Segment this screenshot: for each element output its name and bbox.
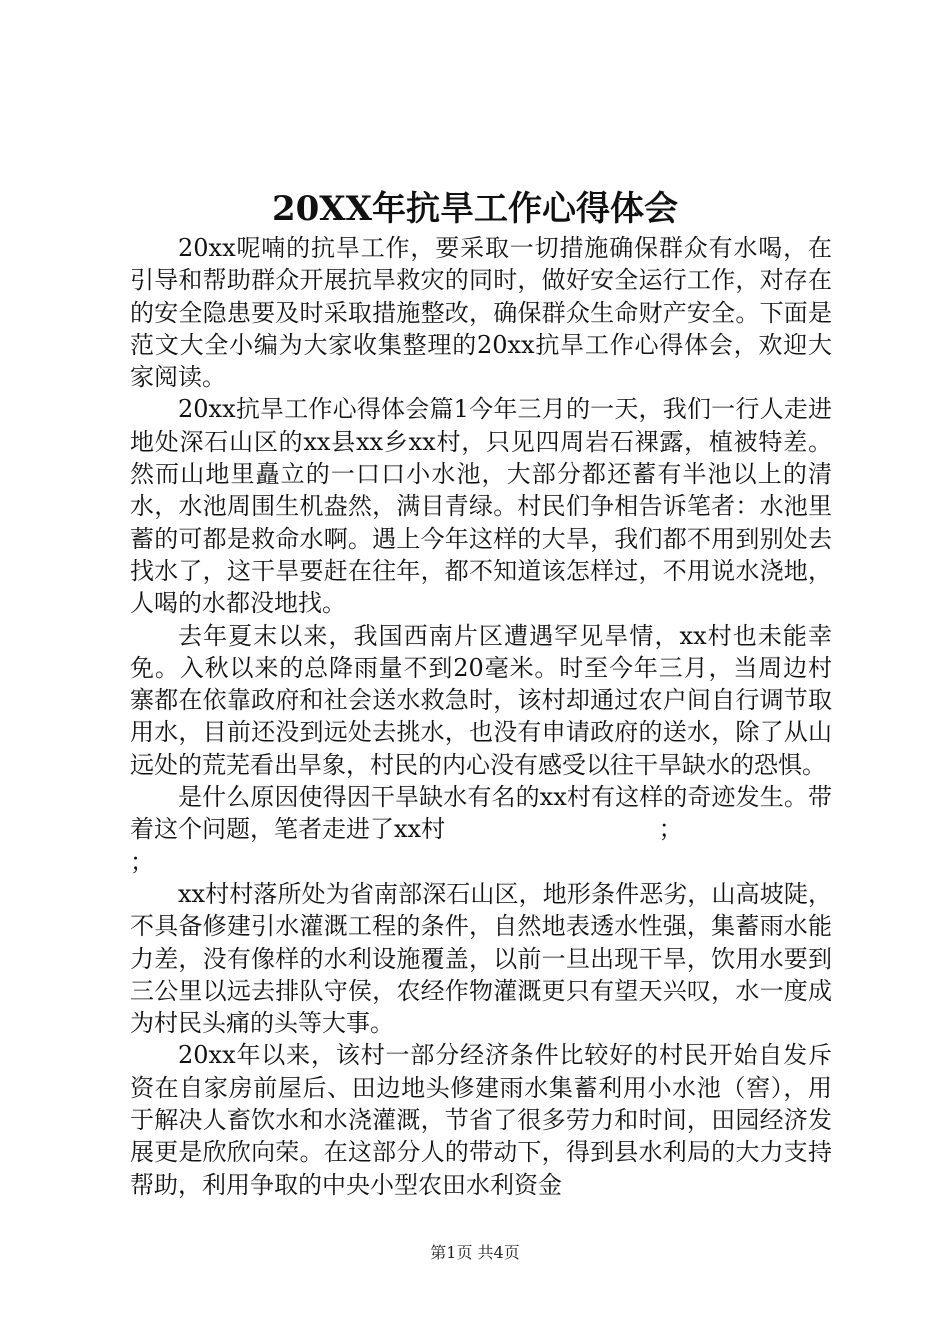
document-title: 20XX年抗旱工作心得体会 <box>271 189 679 229</box>
paragraph-village-conditions: xx村村落所处为省南部深石山区，地形条件恶劣，山高坡陡，不具备修建引水灌溉工程的条件，自然地表透水性强，集蓄雨水能力差，没有像样的水利设施覆盖，以前一旦出现干旱，饮用水要到三公里以远去排队守侯，农经作物灌溉更只有望天兴叹，水一度成为村民头痛的头等大事。 <box>130 879 832 1038</box>
document-body <box>130 232 832 1201</box>
page-footer: 第1页 共4页 <box>430 1243 520 1262</box>
paragraph-water-cellars: 20xx年以来，该村一部分经济条件比较好的村民开始自发斥资在自家房前屋后、田边地头修建雨水集蓄利用小水池（窖），用于解决人畜饮水和水浇灌溉，节省了很多劳力和时间，田园经济发展更是欣欣向荣。在这部分人的带动下，得到县水利局的大力支持帮助，利用争取的中央小型农田水利资金 <box>130 1041 832 1199</box>
paragraph-intro: 20xx呢喃的抗旱工作，要采取一切措施确保群众有水喝，在引导和帮助群众开展抗旱救灾的同时，做好安全运行工作，对存在的安全隐患要及时采取措施整改，确保群众生命财产安全。下面是范文大全小编为大家收集整理的20xx抗旱工作心得体会，欢迎大家阅读。 <box>130 234 832 392</box>
paragraph-question: 是什么原因使得因干旱缺水有名的xx村有这样的奇迹发生。带着这个问题，笔者走进了xx村 ； <box>130 783 832 844</box>
paragraph-semicolon: ； <box>130 847 154 876</box>
paragraph-article-1: 20xx抗旱工作心得体会篇1今年三月的一天，我们一行人走进地处深石山区的xx县xx乡xx村，只见四周岩石裸露，植被特差。然而山地里矗立的一口口小水池，大部分都还蓄有半池以上的清水，水池周围生机盎然，满目青绿。村民们争相告诉笔者：水池里蓄的可都是救命水啊。遇上今年这样的大旱，我们都不用到别处去找水了，这干旱要赶在往年，都不知道该怎样过，不用说水浇地，人喝的水都没地找。 <box>130 395 832 618</box>
paragraph-drought-background: 去年夏末以来，我国西南片区遭遇罕见旱情，xx村也未能幸免。入秋以来的总降雨量不到20毫米。时至今年三月，当周边村寨都在依靠政府和社会送水救急时，该村却通过农户间自行调节取用水，目前还没到远处去挑水，也没有申请政府的送水，除了从山远处的荒芜看出旱象，村民的内心没有感受以往干旱缺水的恐惧。 <box>130 621 832 779</box>
